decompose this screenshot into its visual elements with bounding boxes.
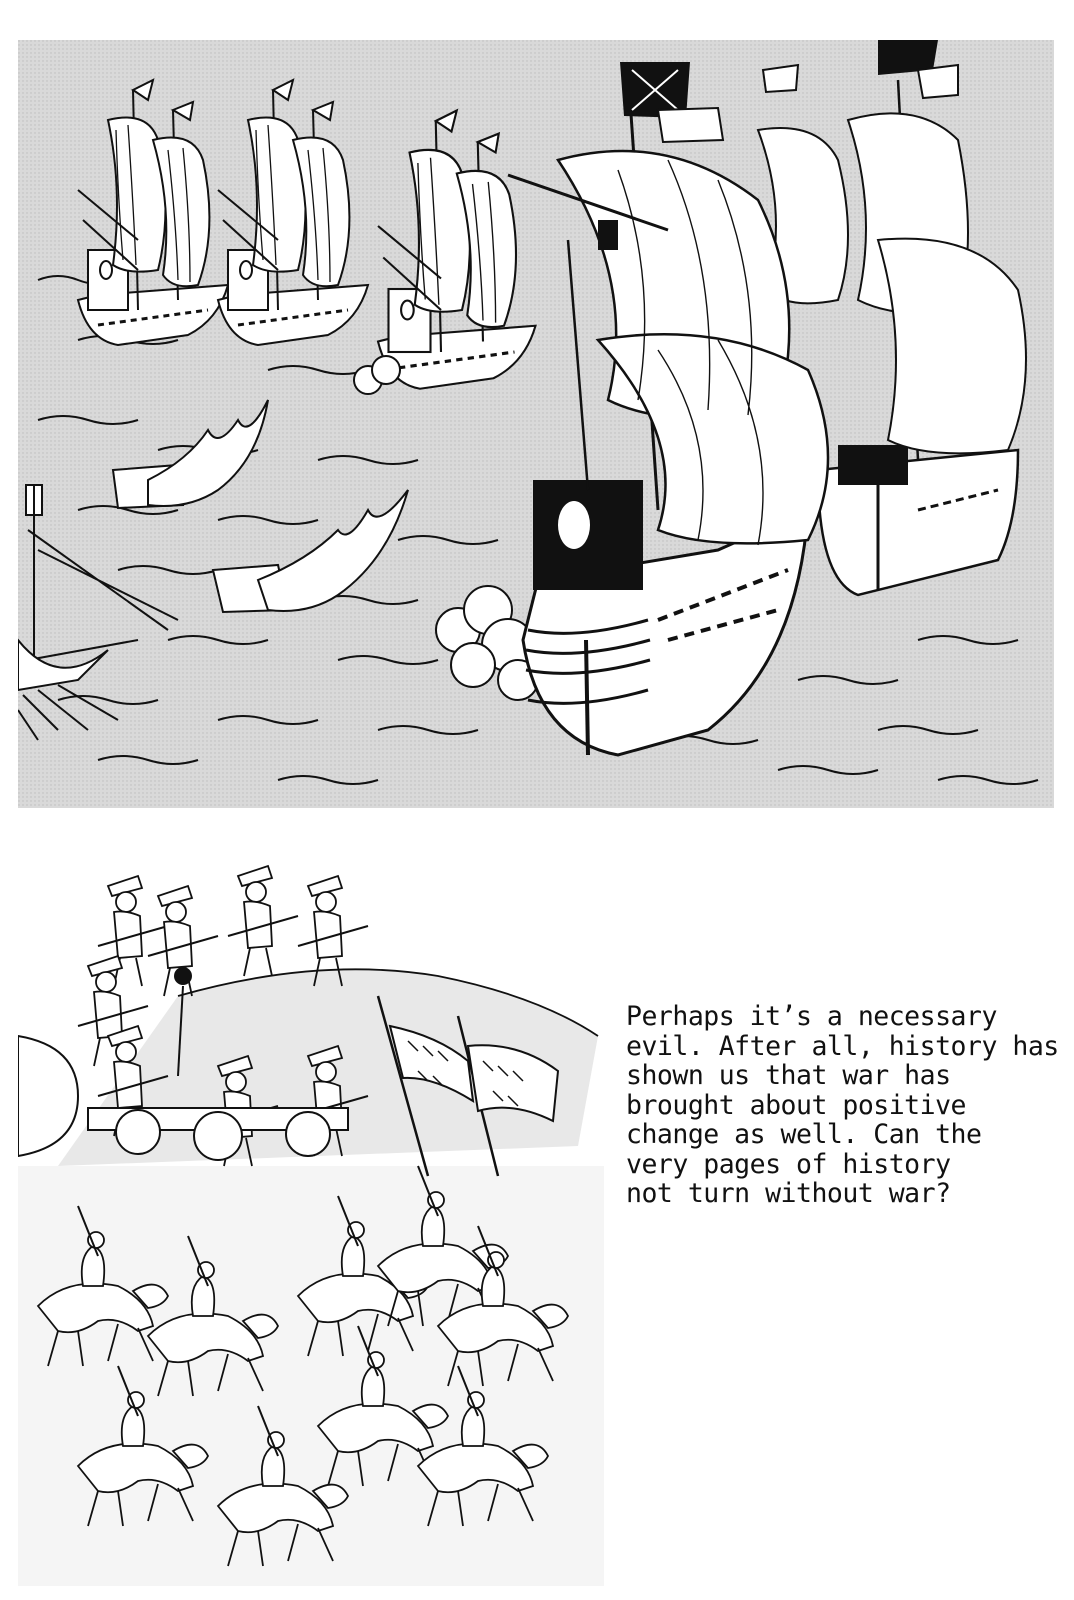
caption-line: Perhaps it’s a necessary [626,1001,997,1032]
naval-battle-drawing [18,40,1054,808]
land-battle-illustration [18,846,604,1586]
caption-line: evil. After all, history has [626,1030,1059,1062]
caption-line: brought about positive [626,1089,966,1121]
land-battle-drawing [18,846,604,1586]
caption-line: not turn without war? [626,1178,951,1209]
standard-top [174,967,192,985]
caption-line: shown us that war has [626,1060,951,1091]
caption-line: change as well. Can the [626,1119,982,1150]
naval-battle-illustration [18,40,1054,808]
caption-text [626,1001,1059,1209]
caption-line: very pages of history [626,1148,951,1180]
